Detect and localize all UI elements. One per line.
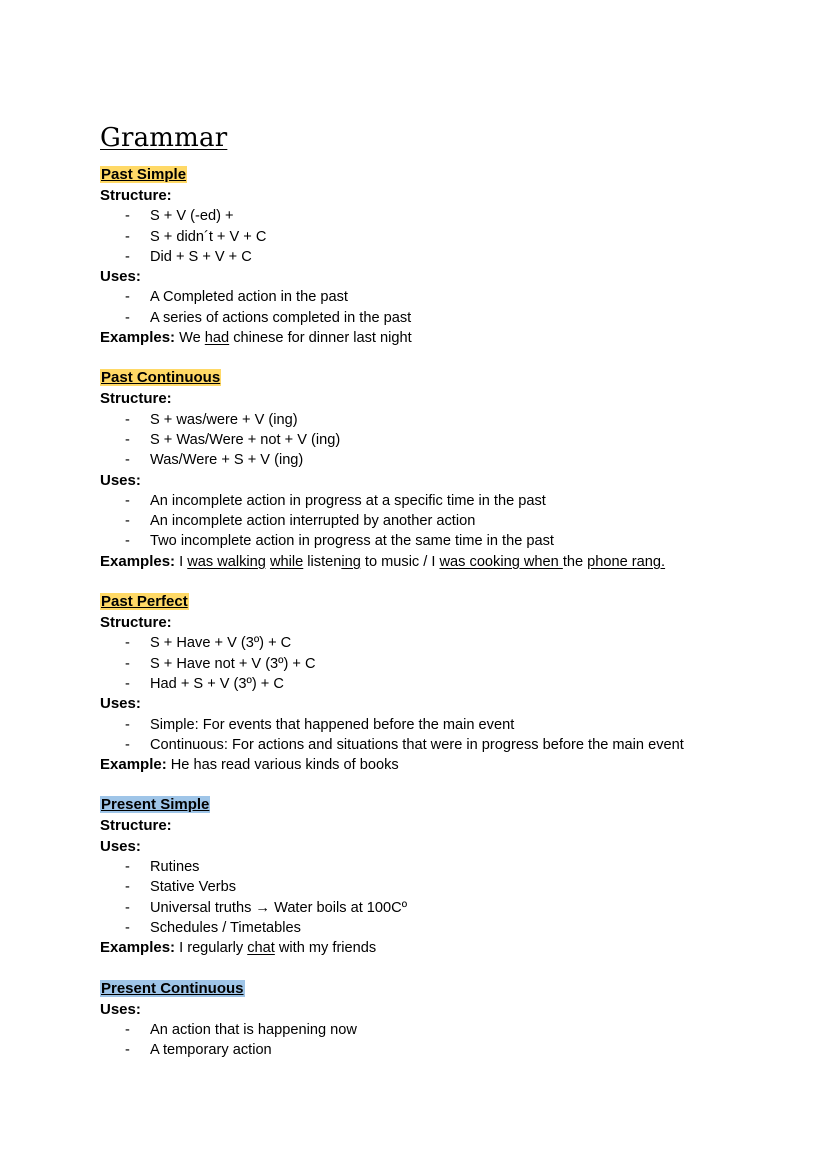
section-past-simple	[100, 165, 800, 348]
section-heading: Present Simple	[101, 796, 210, 814]
example-line: Examples: I regularly chat with my friends	[100, 939, 377, 957]
list-item: - An action that is happening now	[100, 1020, 800, 1040]
section-heading: Past Continuous	[101, 369, 221, 387]
section-heading: Present Continuous	[101, 979, 244, 997]
list-item: - Universal truths → Water boils at 100Cº	[100, 898, 800, 918]
list-item: - S + didn´t + V + C	[100, 227, 800, 247]
structure-list	[100, 206, 800, 267]
list-item: - S + V (-ed) +	[100, 206, 800, 226]
uses-label: Uses:	[100, 1000, 141, 1018]
uses-list	[100, 287, 800, 328]
section-past-continuous	[100, 368, 800, 572]
list-item: - S + Was/Were + not + V (ing)	[100, 430, 800, 450]
structure-list	[100, 633, 800, 694]
document-page	[100, 122, 800, 1080]
page-title: Grammar	[100, 123, 228, 153]
structure-label: Structure:	[100, 390, 172, 408]
list-item: - S + was/were + V (ing)	[100, 410, 800, 430]
uses-label: Uses:	[100, 695, 141, 713]
uses-label: Uses:	[100, 268, 141, 286]
uses-label: Uses:	[100, 471, 141, 489]
list-item: - Schedules / Timetables	[100, 918, 800, 938]
structure-label: Structure:	[100, 187, 172, 204]
section-heading: Past Simple	[101, 166, 187, 183]
list-item: - Simple: For events that happened before the main event	[100, 715, 800, 735]
uses-list	[100, 491, 800, 552]
structure-label: Structure:	[100, 614, 172, 632]
list-item: - Was/Were + S + V (ing)	[100, 450, 800, 470]
list-item: - Two incomplete action in progress at the same time in the past	[100, 531, 800, 551]
list-item: - A temporary action	[100, 1040, 800, 1060]
uses-list	[100, 715, 800, 756]
list-item: - Rutines	[100, 857, 800, 877]
example-line: Examples: We had chinese for dinner last night	[100, 329, 412, 347]
list-item: - An incomplete action in progress at a specific time in the past	[100, 491, 800, 511]
list-item: - Stative Verbs	[100, 877, 800, 897]
list-item: - Had + S + V (3º) + C	[100, 674, 800, 694]
list-item: - A Completed action in the past	[100, 287, 800, 307]
list-item: - S + Have + V (3º) + C	[100, 633, 800, 653]
section-past-perfect	[100, 592, 800, 775]
uses-list	[100, 857, 800, 938]
structure-label: Structure:	[100, 817, 172, 835]
example-line: Example: He has read various kinds of books	[100, 756, 399, 774]
example-line: Examples: I was walking while listening to music / I was cooking when the phone rang.	[100, 552, 666, 570]
uses-list	[100, 1020, 800, 1061]
uses-label: Uses:	[100, 837, 141, 855]
list-item: - Did + S + V + C	[100, 247, 800, 267]
section-heading: Past Perfect	[101, 593, 188, 611]
section-present-simple	[100, 795, 800, 958]
list-item: - S + Have not + V (3º) + C	[100, 654, 800, 674]
list-item: - A series of actions completed in the past	[100, 308, 800, 328]
list-item: - Continuous: For actions and situations that were in progress before the main event	[100, 735, 800, 755]
list-item: - An incomplete action interrupted by another action	[100, 511, 800, 531]
structure-list	[100, 410, 800, 471]
section-present-continuous	[100, 979, 800, 1061]
